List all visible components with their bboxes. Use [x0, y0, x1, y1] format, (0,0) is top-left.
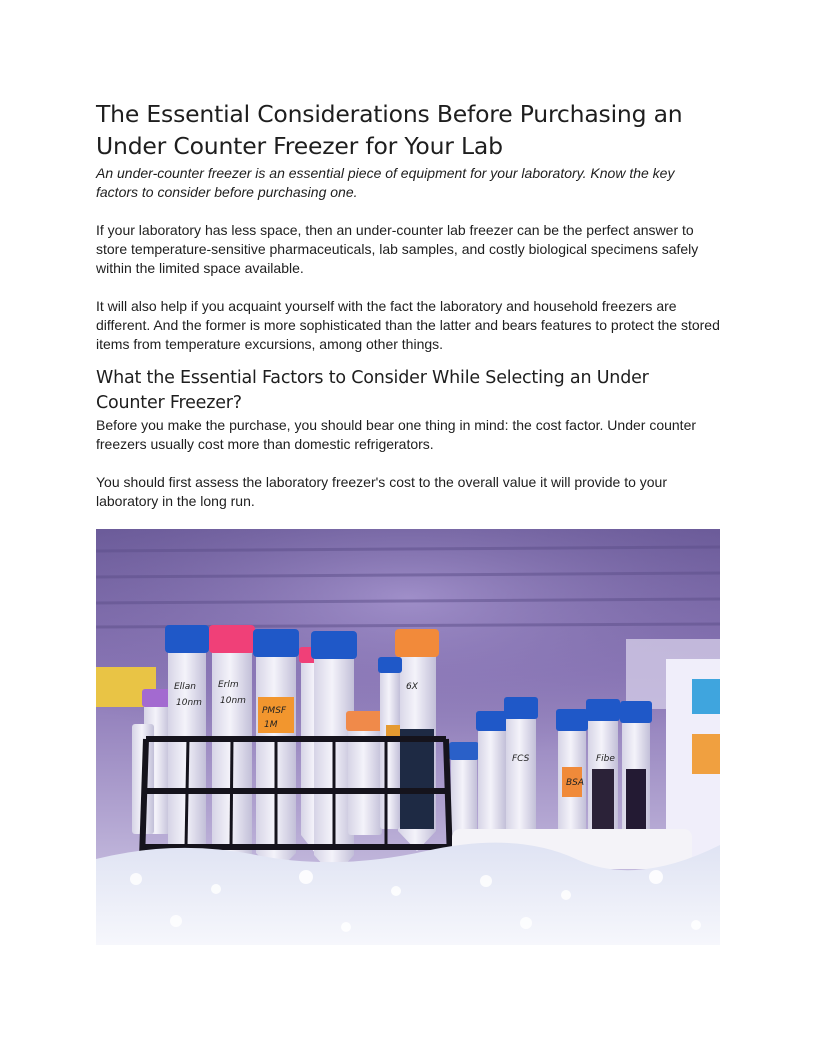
svg-text:10nm: 10nm	[176, 698, 202, 708]
paragraph: It will also help if you acquaint yourself with the fact the laboratory and household freezers are different. And the former is more sophisticated than the latter and bears features to protect the stored items from temperature excursions, among other things.	[96, 298, 720, 352]
article-title: The Essential Considerations Before Purchasing an Under Counter Freezer for Your Lab	[96, 100, 683, 160]
svg-text:PMSF: PMSF	[262, 706, 287, 716]
paragraph: If your laboratory has less space, then an under-counter lab freezer can be the perfect answer to store temperature-sensitive pharmaceuticals, lab samples, and costly biological specimens safely within the limited space available.	[96, 222, 699, 276]
svg-text:FCS: FCS	[512, 754, 530, 764]
article	[96, 98, 720, 511]
paragraph: You should first assess the laboratory freezer's cost to the overall value it will provide to your laboratory in the long run.	[96, 474, 667, 509]
article-subtitle: An under-counter freezer is an essential piece of equipment for your laboratory. Know the key factors to consider before purchasing one.	[96, 165, 675, 200]
svg-text:Fibe: Fibe	[596, 754, 615, 764]
lab-freezer-tubes-photo	[96, 529, 720, 945]
section-heading: What the Essential Factors to Consider While Selecting an Under Counter Freezer?	[96, 368, 649, 413]
svg-text:6X: 6X	[406, 682, 418, 692]
svg-text:1M: 1M	[264, 720, 278, 730]
paragraph: Before you make the purchase, you should bear one thing in mind: the cost factor. Under counter freezers usually cost more than domestic refrigerators.	[96, 417, 697, 452]
svg-text:BSA: BSA	[566, 778, 585, 788]
svg-text:Ellan: Ellan	[174, 682, 196, 692]
svg-text:10nm: 10nm	[220, 696, 246, 706]
svg-text:Erlm: Erlm	[218, 680, 239, 690]
